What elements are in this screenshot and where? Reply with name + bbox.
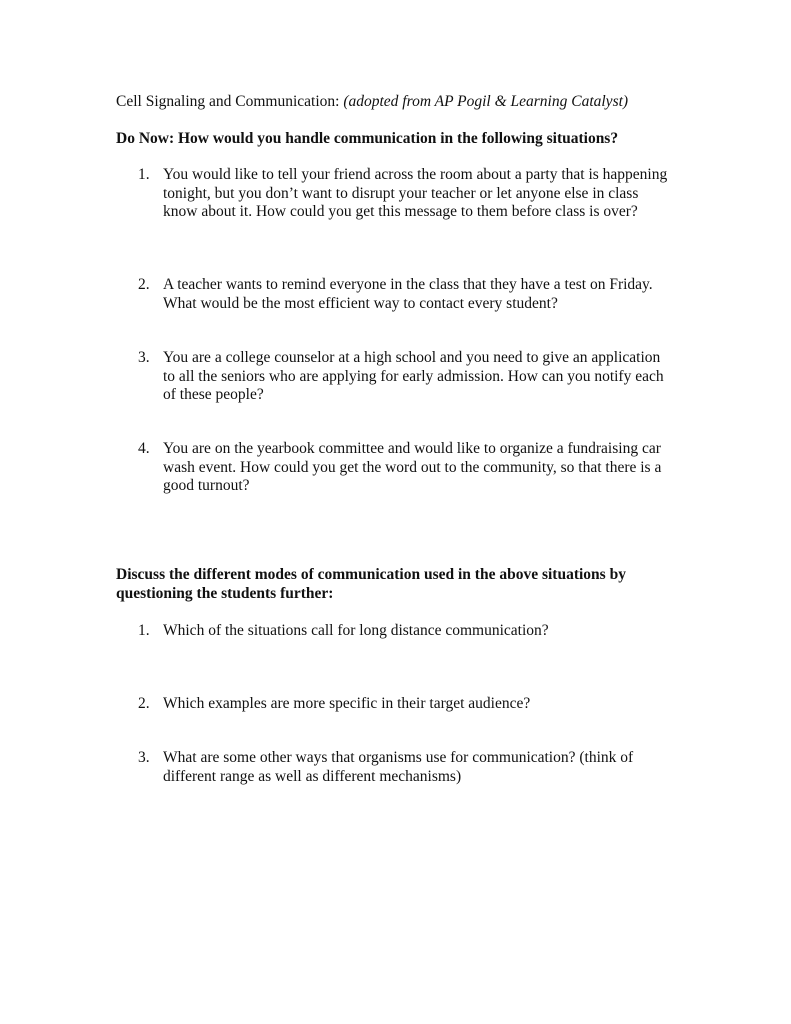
question-number: 2. — [138, 276, 150, 293]
discuss-question-3 — [138, 749, 678, 786]
question-number: 3. — [138, 749, 150, 766]
question-text: You are on the yearbook committee and would like to organize a fundraising car wash event. How could you get the word out to the community, so that there is a good turnout? — [163, 440, 662, 494]
question-text: What are some other ways that organisms use for communication? (think of different range as well as different mechanisms) — [163, 749, 634, 785]
question-text: A teacher wants to remind everyone in the class that they have a test on Friday. What would be the most efficient way to contact every student? — [163, 276, 653, 312]
question-number: 2. — [138, 695, 150, 712]
question-text: Which examples are more specific in their target audience? — [163, 695, 531, 712]
do-now-question-2 — [138, 276, 678, 313]
discuss-question-1 — [138, 622, 678, 641]
document-title — [116, 93, 628, 112]
question-text: You would like to tell your friend across the room about a party that is happening tonight, but you don’t want to disrupt your teacher or let anyone else in class know about it. How could you get this message to them before class is over? — [163, 166, 668, 220]
document-title-main: Cell Signaling and Communication: — [116, 93, 340, 110]
question-text: You are a college counselor at a high school and you need to give an application to all the seniors who are applying for early admission. How can you notify each of these people? — [163, 349, 664, 403]
do-now-heading: Do Now: How would you handle communication in the following situations? — [116, 130, 619, 147]
question-number: 3. — [138, 349, 150, 366]
question-text: Which of the situations call for long distance communication? — [163, 622, 549, 639]
question-number: 1. — [138, 622, 150, 639]
discuss-heading: Discuss the different modes of communication used in the above situations by questioning the students further: — [116, 566, 626, 602]
do-now-question-1 — [138, 166, 678, 222]
do-now-question-3 — [138, 349, 678, 405]
do-now-question-4 — [138, 440, 678, 496]
document-title-source: (adopted from AP Pogil & Learning Catalyst) — [343, 93, 629, 110]
question-number: 4. — [138, 440, 150, 457]
discuss-question-2 — [138, 695, 678, 714]
question-number: 1. — [138, 166, 150, 183]
